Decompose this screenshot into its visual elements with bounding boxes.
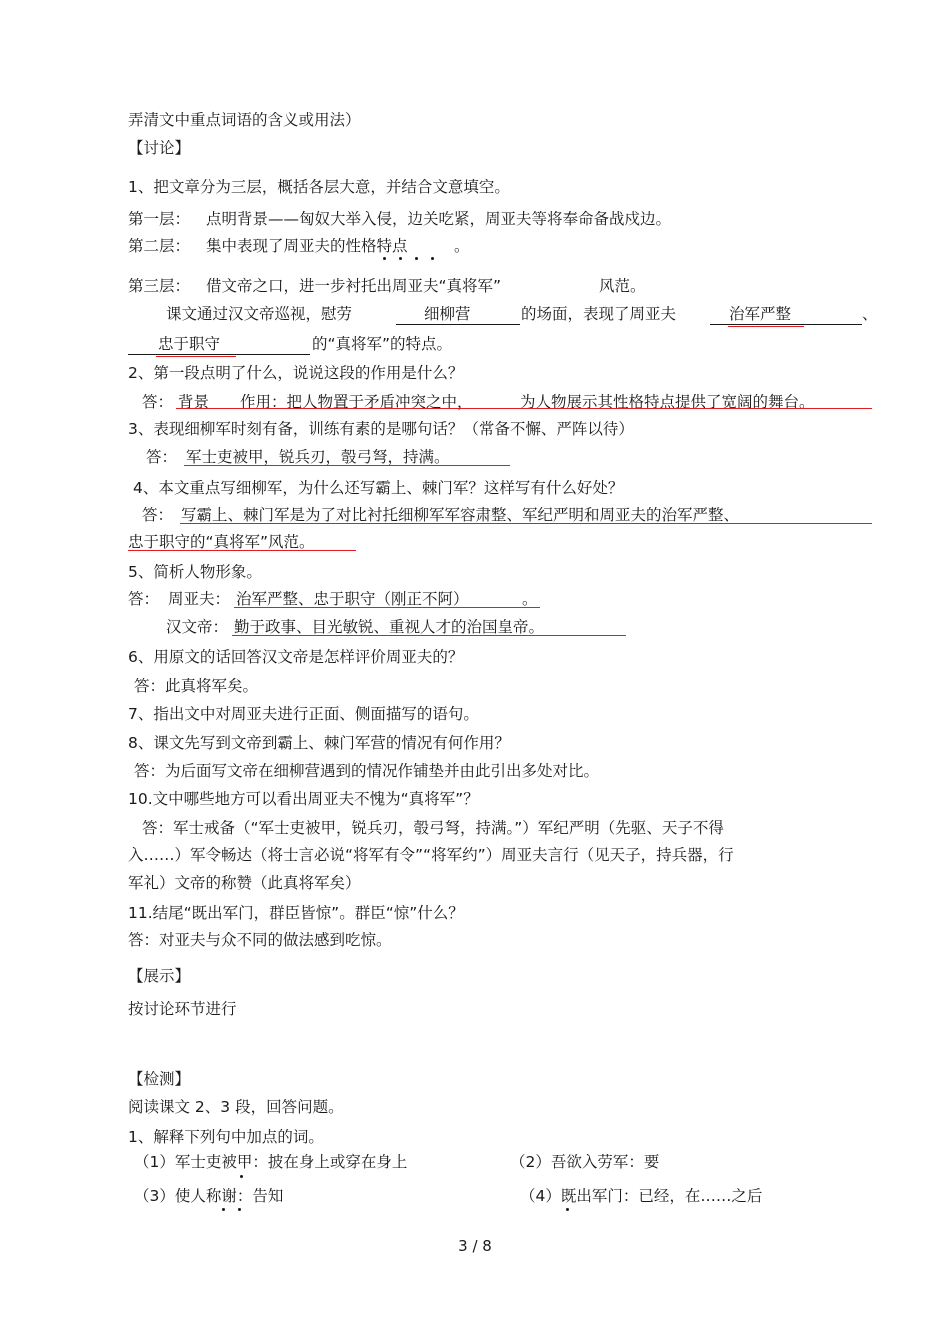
- answer-11: 答：对亚夫与众不同的做法感到吃惊。: [128, 931, 392, 949]
- test-item-4: （4）既出军门：已经，在……之后: [520, 1187, 763, 1205]
- zhou-yafu-text: 治军严整、忠于职守（刚正不阿）: [236, 590, 469, 608]
- question-10: 10.文中哪些地方可以看出周亚夫不愧为“真将军”？: [128, 790, 479, 808]
- emphasis-dot: [431, 257, 434, 260]
- page-number: 3 / 8: [458, 1237, 492, 1255]
- emphasis-dot: [566, 1208, 569, 1211]
- fill-mid: 的场面，表现了周亚夫: [521, 305, 677, 323]
- question-7: 7、指出文中对周亚夫进行正面、侧面描写的语句。: [128, 705, 479, 723]
- red-underline: [156, 356, 236, 357]
- test-item-3: （3）使人称谢：告知: [134, 1187, 284, 1205]
- fill-blank-2: 治军严整: [729, 305, 792, 323]
- question-6: 6、用原文的话回答汉文帝是怎样评价周亚夫的？: [128, 648, 464, 666]
- answer-label: 答：: [128, 590, 160, 608]
- answer-2-part-3: 为人物展示其性格特点提供了宽阔的舞台。: [520, 393, 815, 411]
- fill-sep: 、: [862, 305, 878, 323]
- test-heading: 【检测】: [128, 1070, 191, 1088]
- answer-label: 答：: [142, 506, 174, 524]
- red-underline: [180, 523, 872, 524]
- blank-underline: [710, 324, 862, 325]
- answer-10-line-2: 入……）军令畅达（将士言必说“将军有令”“将军约”）周亚夫言行（见天子，持兵器，行: [128, 846, 734, 864]
- blank-underline: [128, 354, 310, 355]
- intro-line: 弄清文中重点词语的含义或用法）: [128, 111, 361, 129]
- red-underline: [232, 635, 626, 636]
- red-underline: [728, 326, 804, 327]
- red-underline: [184, 465, 510, 466]
- emphasis-dot: [238, 1208, 241, 1211]
- emphasis-dot: [240, 1175, 243, 1178]
- emphasis-dot: [383, 257, 386, 260]
- answer-2-part-2: 作用：把人物置于矛盾冲突之中，: [240, 393, 473, 411]
- answer-label: 答：: [146, 448, 178, 466]
- emphasis-dot: [415, 257, 418, 260]
- answer-6: 答：此真将军矣。: [134, 677, 259, 695]
- show-heading: 【展示】: [128, 967, 191, 985]
- red-underline: [176, 408, 872, 409]
- han-wendi-label: 汉文帝：: [166, 618, 229, 636]
- fill-post: 的“真将军”的特点。: [312, 335, 453, 353]
- answer-4-line-2: 忠于职守的“真将军”风范。: [128, 533, 315, 551]
- layer-2-end: 。: [454, 237, 470, 255]
- zhou-yafu-label: 周亚夫：: [168, 590, 231, 608]
- test-question-1: 1、解释下列句中加点的词。: [128, 1128, 324, 1146]
- question-5: 5、简析人物形象。: [128, 563, 262, 581]
- test-item-1: （1）军士吏被甲：披在身上或穿在身上: [134, 1153, 408, 1171]
- red-underline: [128, 550, 356, 551]
- blank-underline: [396, 324, 520, 325]
- answer-10-line-3: 军礼）文帝的称赞（此真将军矣）: [128, 874, 361, 892]
- question-2: 2、第一段点明了什么，说说这段的作用是什么？: [128, 364, 464, 382]
- layer-2-label: 第二层：: [128, 237, 191, 255]
- show-text: 按讨论环节进行: [128, 1000, 237, 1018]
- test-intro: 阅读课文 2、3 段，回答问题。: [128, 1098, 344, 1116]
- test-item-2: （2）吾欲入劳军：要: [510, 1153, 660, 1171]
- fill-blank-3: 忠于职守: [158, 335, 221, 353]
- discuss-heading: 【讨论】: [128, 139, 191, 157]
- layer-3-label: 第三层：: [128, 277, 191, 295]
- answer-4-line-1: 写霸上、棘门军是为了对比衬托细柳军军容肃整、军纪严明和周亚夫的治军严整、: [181, 506, 740, 524]
- layer-1-text: 点明背景——匈奴大举入侵，边关吃紧，周亚夫等将奉命备战戍边。: [206, 210, 672, 228]
- han-wendi-text: 勤于政事、目光敏锐、重视人才的治国皇帝。: [234, 618, 545, 636]
- layer-1-label: 第一层：: [128, 210, 191, 228]
- question-1: 1、把文章分为三层，概括各层大意，并结合文意填空。: [128, 178, 510, 196]
- answer-10-line-1: 答：军士戒备（“军士吏被甲，锐兵刃，彀弓弩，持满。”）军纪严明（先驱、天子不得: [142, 819, 724, 837]
- zhou-yafu-end: 。: [522, 590, 538, 608]
- fill-blank-1: 细柳营: [424, 305, 471, 323]
- emphasis-dot: [399, 257, 402, 260]
- answer-label: 答：: [142, 393, 174, 411]
- question-8: 8、课文先写到文帝到霸上、棘门军营的情况有何作用？: [128, 734, 510, 752]
- layer-3-text: 借文帝之口，进一步衬托出周亚夫“真将军”: [206, 277, 502, 295]
- red-underline: [234, 607, 540, 608]
- question-4: 4、本文重点写细柳军，为什么还写霸上、棘门军？这样写有什么好处？: [133, 479, 624, 497]
- fill-pre: 课文通过汉文帝巡视，慰劳: [166, 305, 353, 323]
- question-11: 11.结尾“既出军门，群臣皆惊”。群臣“惊”什么？: [128, 904, 464, 922]
- answer-8: 答：为后面写文帝在细柳营遇到的情况作铺垫并由此引出多处对比。: [134, 762, 600, 780]
- emphasis-dot: [222, 1208, 225, 1211]
- question-3: 3、表现细柳军时刻有备，训练有素的是哪句话？（常备不懈、严阵以待）: [128, 420, 634, 438]
- answer-3: 军士吏被甲，锐兵刃，彀弓弩，持满。: [186, 448, 450, 466]
- layer-2-text: 集中表现了周亚夫的性格特点: [206, 237, 408, 255]
- answer-2-part-1: 背景: [178, 393, 210, 411]
- layer-3-end: 风范。: [599, 277, 646, 295]
